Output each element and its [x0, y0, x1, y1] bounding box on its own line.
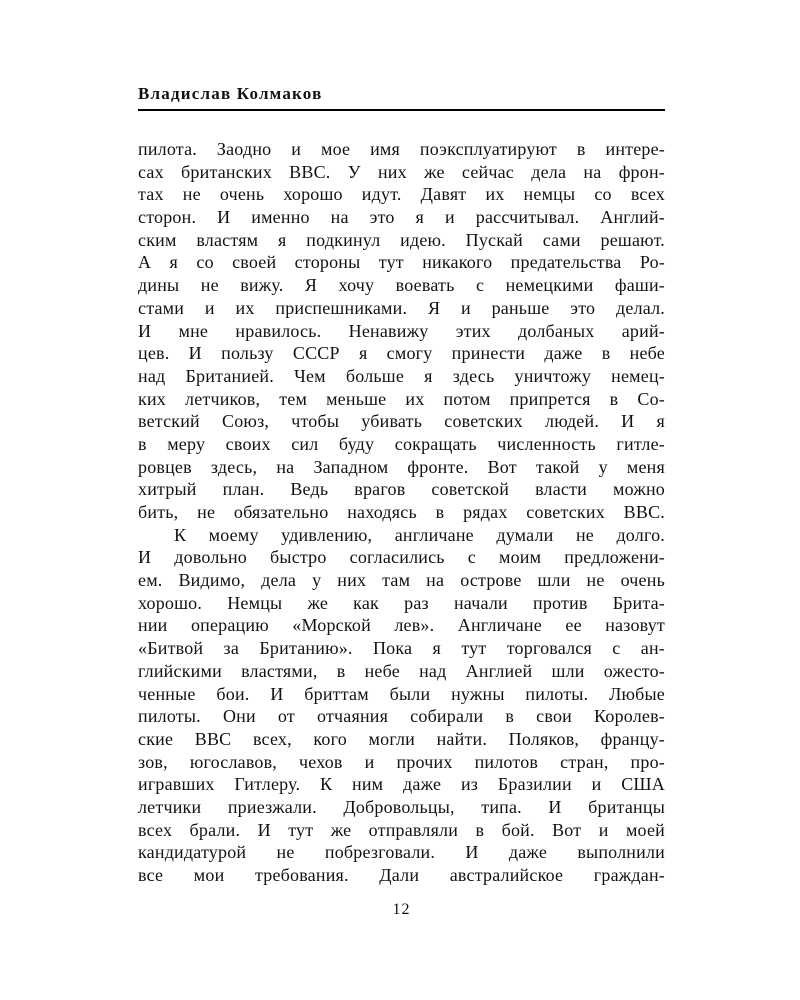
- text-line: И довольно быстро согласились с моим предложени-: [138, 547, 665, 568]
- text-line: летчики приезжали. Добровольцы, типа. И британцы: [138, 796, 665, 817]
- author-name: Владислав Колмаков: [138, 84, 323, 103]
- text-line: ским властям я подкинул идею. Пускай сами решают.: [138, 229, 665, 250]
- text-line: в меру своих сил буду сокращать численность гитле-: [138, 433, 665, 454]
- text-line: пилоты. Они от отчаяния собирали в свои Королев-: [138, 706, 665, 727]
- text-line: сторон. И именно на это я и рассчитывал. Англий-: [138, 207, 665, 228]
- text-line: дины не вижу. Я хочу воевать с немецкими фаши-: [138, 275, 665, 296]
- text-line: ветский Союз, чтобы убивать советских людей. И я: [138, 411, 665, 432]
- text-line: все мои требования. Дали австралийское граждан-: [138, 865, 665, 885]
- text-line: стами и их приспешниками. Я и раньше это делал.: [138, 297, 665, 318]
- text-line: пилота. Заодно и мое имя поэксплуатируют в интере-: [138, 139, 665, 159]
- text-line: хитрый план. Ведь врагов советской власти можно: [138, 479, 665, 500]
- header-rule: [138, 109, 665, 111]
- text-line: ские ВВС всех, кого могли найти. Поляков, францу-: [138, 728, 665, 749]
- text-line: «Битвой за Британию». Пока я тут торговался с ан-: [138, 638, 665, 659]
- text-line: сах британских ВВС. У них же сейчас дела на фрон-: [138, 161, 665, 182]
- text-line: цев. И пользу СССР я смогу принести даже в небе: [138, 343, 665, 364]
- text-line: бить, не обязательно находясь в рядах советских ВВС.: [138, 502, 665, 522]
- text-line: К моему удивлению, англичане думали не долго.: [174, 524, 665, 545]
- text-line: ем. Видимо, дела у них там на острове шли не очень: [138, 570, 665, 591]
- text-line: ченные бои. И бриттам были нужны пилоты. Любые: [138, 683, 665, 704]
- page-number: 12: [392, 901, 411, 918]
- text-line: И мне нравилось. Ненавижу этих долбаных арий-: [138, 320, 665, 341]
- text-line: ких летчиков, тем меньше их потом припрется в Со-: [138, 388, 665, 409]
- text-line: игравших Гитлеру. К ним даже из Бразилии и США: [138, 774, 665, 795]
- text-line: глийскими властями, в небе над Англией шли ожесто-: [138, 660, 665, 681]
- text-line: зов, югославов, чехов и прочих пилотов стран, про-: [138, 751, 665, 772]
- text-line: А я со своей стороны тут никакого предательства Ро-: [138, 252, 665, 273]
- page-footer: [138, 901, 665, 919]
- page-header: [138, 84, 665, 111]
- body-text: [138, 138, 665, 887]
- text-line: тах не очень хорошо идут. Давят их немцы со всех: [138, 184, 665, 205]
- text-line: нии операцию «Морской лев». Англичане ее назовут: [138, 615, 665, 636]
- text-line: над Британией. Чем больше я здесь уничтожу немец-: [138, 365, 665, 386]
- text-line: всех брали. И тут же отправляли в бой. Вот и моей: [138, 819, 665, 840]
- text-line: хорошо. Немцы же как раз начали против Брита-: [138, 592, 665, 613]
- text-line: ровцев здесь, на Западном фронте. Вот такой у меня: [138, 456, 665, 477]
- text-line: кандидатурой не побрезговали. И даже выполнили: [138, 842, 665, 863]
